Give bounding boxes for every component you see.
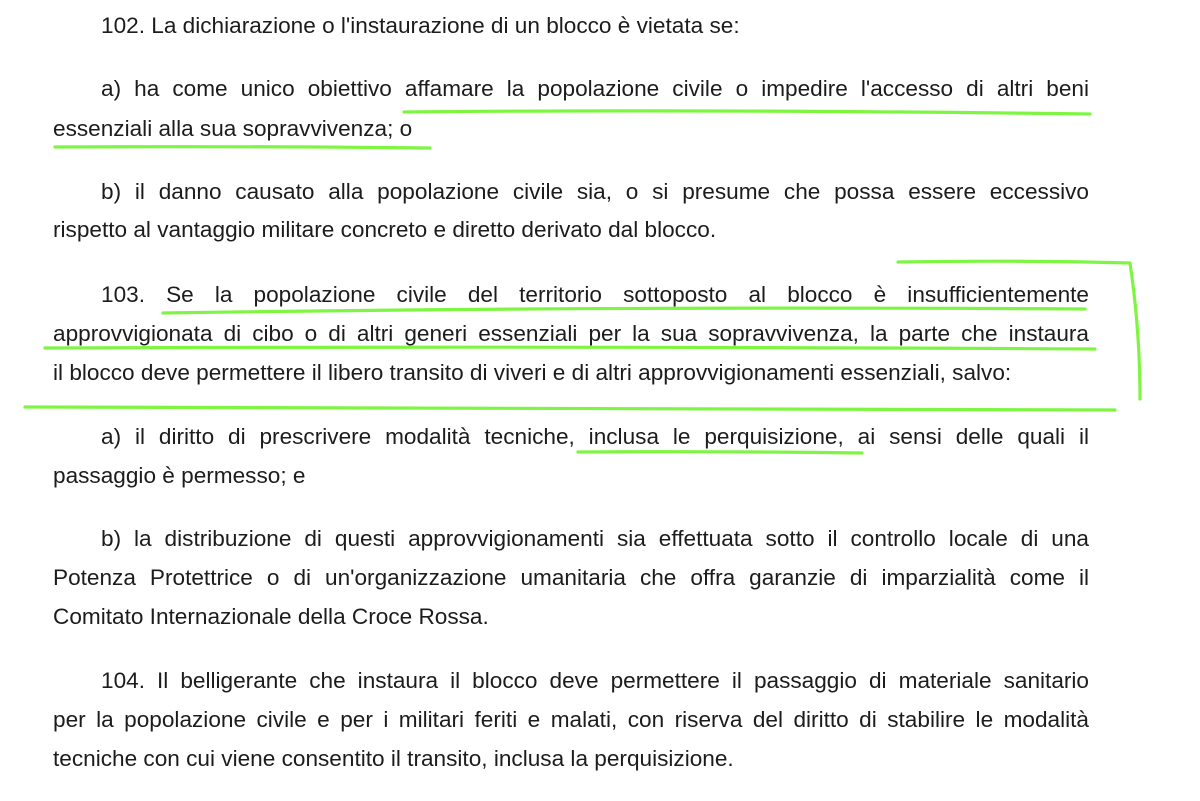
paragraph-103-item-b-line-3: Comitato Internazionale della Croce Rossa. [53,604,489,629]
paragraph-103-line-2: approvvigionata di cibo o di altri generi essenziali per la sua sopravvivenza, la parte che instaura [53,321,1089,346]
paragraph-103-item-a-line-1: a) il diritto di prescrivere modalità tecniche, inclusa le perquisizione, ai sensi delle quali il [101,424,1089,449]
paragraph-102-heading: 102. La dichiarazione o l'instaurazione di un blocco è vietata se: [101,13,740,38]
paragraph-102-item-a-line-2: essenziali alla sua sopravvivenza; o [53,116,413,141]
paragraph-103-item-b-line-1: b) la distribuzione di questi approvvigionamenti sia effettuata sotto il controllo locale di una [101,526,1089,551]
paragraph-103-item-b-line-2: Potenza Protettrice o di un'organizzazione umanitaria che offra garanzie di imparzialità come il [53,565,1089,590]
paragraph-103-line-1: 103. Se la popolazione civile del territorio sottoposto al blocco è insufficientemente [101,282,1089,307]
paragraph-103-line-3: il blocco deve permettere il libero transito di viveri e di altri approvvigionamenti essenziali, salvo: [53,360,1012,385]
paragraph-102-item-b-line-1: b) il danno causato alla popolazione civile sia, o si presume che possa essere eccessivo [101,179,1089,204]
paragraph-104-line-2: per la popolazione civile e per i militari feriti e malati, con riserva del diritto di stabilire le modalità [53,707,1089,732]
paragraph-104-line-3: tecniche con cui viene consentito il transito, inclusa la perquisizione. [53,746,734,771]
paragraph-102-item-a-line-1: a) ha come unico obiettivo affamare la popolazione civile o impedire l'accesso di altri beni [101,76,1089,101]
paragraph-102-item-b-line-2: rispetto al vantaggio militare concreto e diretto derivato dal blocco. [53,217,717,242]
underline-salvo [25,407,1115,410]
underline-essenziali [55,147,430,148]
paragraph-104-line-1: 104. Il belligerante che instaura il blocco deve permettere il passaggio di materiale sanitario [101,668,1089,693]
paragraph-103-item-a-line-2: passaggio è permesso; e [53,463,306,488]
